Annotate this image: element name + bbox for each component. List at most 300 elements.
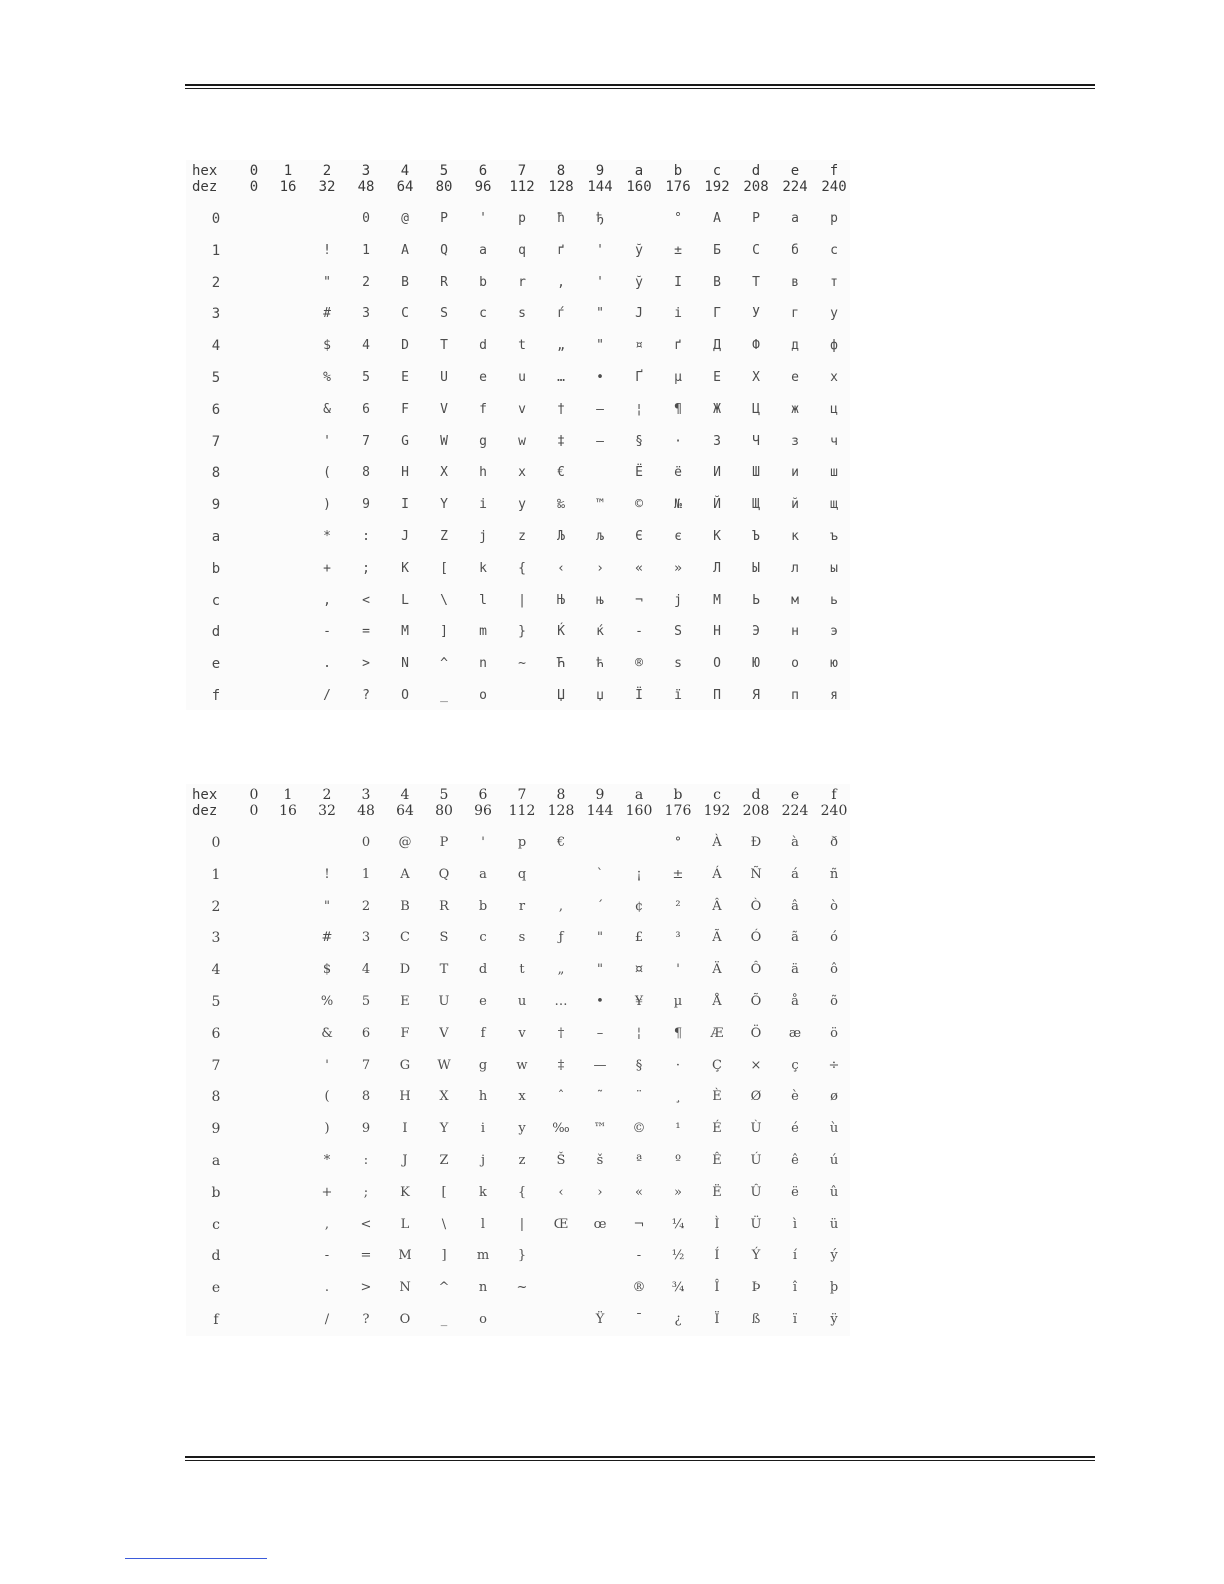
dec-header: 208 bbox=[742, 803, 770, 819]
glyph-cell: 2 bbox=[362, 274, 370, 290]
glyph-cell: ¤ bbox=[635, 338, 643, 354]
glyph-cell: F bbox=[400, 1025, 410, 1041]
row-label: 4 bbox=[211, 962, 221, 979]
glyph-cell: Ѕ bbox=[674, 624, 682, 640]
glyph-cell: § bbox=[635, 433, 643, 449]
glyph-cell: Q bbox=[438, 866, 450, 882]
glyph-cell: ' bbox=[325, 1057, 329, 1073]
glyph-cell: ¦ bbox=[635, 401, 643, 417]
dec-header: 16 bbox=[279, 803, 297, 819]
hex-header: e bbox=[790, 787, 800, 803]
glyph-cell: • bbox=[596, 994, 604, 1009]
hex-label: hex bbox=[192, 163, 218, 179]
glyph-cell: Ÿ bbox=[595, 1312, 605, 1327]
glyph-cell: ; bbox=[363, 1184, 369, 1200]
glyph-cell: H bbox=[399, 1089, 411, 1105]
hex-header: b bbox=[673, 163, 683, 179]
glyph-cell: g bbox=[478, 1057, 488, 1073]
glyph-cell: Ø bbox=[750, 1089, 762, 1105]
glyph-cell: б bbox=[791, 242, 799, 258]
dec-header: 112 bbox=[509, 179, 535, 195]
glyph-cell: y bbox=[518, 1121, 526, 1137]
glyph-cell: ' bbox=[481, 835, 485, 850]
glyph-cell: З bbox=[713, 433, 721, 449]
glyph-cell: - bbox=[636, 1248, 642, 1264]
glyph-cell: ´ bbox=[596, 898, 604, 914]
glyph-cell: í bbox=[792, 1248, 798, 1264]
glyph-cell: € bbox=[557, 465, 565, 481]
row-label: e bbox=[211, 1280, 221, 1297]
glyph-cell: Ý bbox=[751, 1248, 761, 1264]
glyph-cell: u bbox=[518, 370, 526, 385]
glyph-cell: я bbox=[830, 688, 838, 703]
glyph-cell: z bbox=[518, 1153, 526, 1168]
glyph-cell: \ bbox=[440, 592, 448, 608]
glyph-cell: 0 bbox=[361, 835, 371, 850]
glyph-cell: Æ bbox=[710, 1025, 724, 1041]
dec-header: 176 bbox=[664, 803, 692, 819]
glyph-cell: Å bbox=[712, 994, 722, 1009]
glyph-cell: o bbox=[479, 688, 487, 703]
glyph-cell: К bbox=[713, 529, 721, 544]
glyph-cell: ] bbox=[441, 1248, 447, 1264]
glyph-cell: R bbox=[440, 274, 448, 290]
dec-header: 0 bbox=[249, 179, 259, 195]
glyph-cell: Ð bbox=[750, 835, 762, 850]
glyph-cell: Ó bbox=[750, 930, 762, 946]
glyph-cell: S bbox=[439, 930, 449, 946]
glyph-cell: Ü bbox=[750, 1216, 762, 1232]
glyph-cell: Ч bbox=[752, 433, 760, 449]
glyph-cell: U bbox=[438, 994, 450, 1009]
glyph-cell: ¾ bbox=[671, 1280, 685, 1296]
glyph-cell: – bbox=[596, 401, 604, 417]
hex-header: c bbox=[713, 787, 721, 803]
glyph-cell: â bbox=[791, 898, 799, 914]
glyph-cell: [ bbox=[441, 1184, 447, 1200]
glyph-cell: @ bbox=[401, 211, 409, 226]
dec-header: 160 bbox=[626, 179, 652, 195]
glyph-cell: ¶ bbox=[674, 401, 682, 417]
glyph-cell: з bbox=[791, 433, 799, 449]
glyph-cell: † bbox=[557, 401, 565, 417]
glyph-cell: к bbox=[791, 529, 799, 544]
glyph-cell: Í bbox=[714, 1248, 720, 1264]
glyph-cell: n bbox=[478, 1280, 488, 1296]
glyph-cell: B bbox=[400, 898, 410, 914]
glyph-cell: E bbox=[401, 370, 409, 385]
glyph-cell: • bbox=[596, 370, 604, 385]
dec-header: 16 bbox=[279, 179, 297, 195]
glyph-cell: ® bbox=[632, 1280, 646, 1296]
glyph-cell: 9 bbox=[361, 1121, 371, 1137]
glyph-cell: a bbox=[479, 866, 487, 882]
glyph-cell: r bbox=[518, 274, 526, 290]
hex-header: 2 bbox=[322, 787, 332, 803]
glyph-cell: < bbox=[362, 592, 370, 608]
glyph-cell: f bbox=[479, 401, 487, 417]
glyph-cell: o bbox=[479, 1312, 487, 1327]
glyph-cell: k bbox=[479, 560, 487, 576]
row-label: 1 bbox=[211, 866, 221, 883]
glyph-cell: G bbox=[401, 433, 409, 449]
glyph-cell: A bbox=[401, 242, 409, 258]
glyph-cell: [ bbox=[440, 560, 448, 576]
glyph-cell: $ bbox=[323, 338, 331, 354]
row-label: 7 bbox=[211, 433, 221, 450]
glyph-cell: t bbox=[518, 338, 526, 354]
glyph-cell: , bbox=[557, 274, 565, 290]
glyph-cell: и bbox=[791, 465, 799, 481]
glyph-cell: Ф bbox=[752, 338, 760, 354]
dec-header: 80 bbox=[435, 179, 453, 195]
glyph-cell: Д bbox=[713, 338, 721, 354]
glyph-cell: 1 bbox=[362, 242, 370, 258]
glyph-cell: Ê bbox=[712, 1153, 722, 1168]
glyph-cell: I bbox=[401, 497, 409, 513]
glyph-cell: l bbox=[480, 1216, 486, 1232]
glyph-cell: + bbox=[321, 1184, 333, 1200]
glyph-cell: ô bbox=[830, 962, 838, 978]
glyph-cell: ¥ bbox=[634, 994, 644, 1009]
glyph-cell: î bbox=[792, 1280, 798, 1296]
glyph-cell: Х bbox=[752, 370, 760, 385]
glyph-cell: q bbox=[518, 242, 526, 258]
glyph-cell: l bbox=[479, 592, 487, 608]
glyph-cell: p bbox=[518, 211, 526, 226]
glyph-cell: ° bbox=[674, 211, 682, 226]
glyph-cell: © bbox=[632, 1121, 646, 1137]
glyph-cell: L bbox=[401, 592, 409, 608]
glyph-cell: Њ bbox=[557, 592, 565, 608]
glyph-cell: 3 bbox=[362, 306, 370, 322]
hex-header: e bbox=[790, 163, 800, 179]
glyph-cell: K bbox=[400, 1184, 410, 1200]
glyph-cell: Т bbox=[752, 274, 760, 290]
glyph-cell: µ bbox=[674, 370, 682, 385]
glyph-cell: J bbox=[402, 1153, 408, 1168]
glyph-cell: Q bbox=[440, 242, 448, 258]
glyph-cell: - bbox=[323, 624, 331, 640]
glyph-cell: , bbox=[323, 592, 331, 608]
dec-header: 112 bbox=[508, 803, 536, 819]
glyph-cell: — bbox=[593, 1057, 607, 1073]
glyph-cell: : bbox=[362, 529, 370, 544]
glyph-cell: N bbox=[399, 1280, 411, 1296]
glyph-cell: 8 bbox=[362, 465, 370, 481]
glyph-cell: ) bbox=[324, 1121, 330, 1137]
glyph-cell: 4 bbox=[361, 962, 371, 978]
dec-header: 160 bbox=[625, 803, 653, 819]
glyph-cell: › bbox=[596, 560, 604, 576]
glyph-cell: Є bbox=[635, 529, 643, 544]
glyph-cell: v bbox=[518, 1025, 526, 1041]
glyph-cell: D bbox=[401, 338, 409, 354]
glyph-cell: Й bbox=[713, 497, 721, 513]
glyph-cell: | bbox=[519, 1216, 525, 1232]
glyph-cell: B bbox=[401, 274, 409, 290]
glyph-cell: 6 bbox=[362, 401, 370, 417]
glyph-cell: ' bbox=[596, 242, 604, 258]
glyph-cell: Ц bbox=[752, 401, 760, 417]
row-label: d bbox=[211, 1248, 221, 1265]
glyph-cell: _ bbox=[440, 1312, 448, 1327]
glyph-cell: Ш bbox=[752, 465, 760, 481]
glyph-cell: ~ bbox=[518, 656, 526, 672]
glyph-cell: F bbox=[401, 401, 409, 417]
glyph-cell: – bbox=[596, 1025, 604, 1041]
glyph-cell: ж bbox=[791, 401, 799, 417]
glyph-cell: X bbox=[439, 1089, 449, 1105]
dec-header: 96 bbox=[474, 803, 492, 819]
glyph-cell: e bbox=[479, 370, 487, 385]
hex-header: 2 bbox=[322, 163, 332, 179]
dec-header: 48 bbox=[357, 803, 375, 819]
dec-header: 240 bbox=[821, 179, 847, 195]
glyph-cell: ® bbox=[635, 656, 643, 672]
glyph-cell: Ї bbox=[635, 688, 643, 703]
glyph-cell: º bbox=[674, 1153, 682, 1168]
glyph-cell: ў bbox=[635, 274, 643, 290]
glyph-cell: А bbox=[713, 211, 721, 226]
dec-header: 176 bbox=[665, 179, 691, 195]
glyph-cell: ~ bbox=[516, 1280, 528, 1296]
glyph-cell: - bbox=[635, 624, 643, 640]
glyph-cell: Y bbox=[440, 497, 448, 513]
glyph-cell: у bbox=[830, 306, 838, 322]
glyph-cell: ¸ bbox=[674, 1089, 682, 1105]
hex-header: b bbox=[673, 787, 683, 803]
glyph-cell: Ú bbox=[750, 1153, 762, 1168]
glyph-cell: % bbox=[320, 994, 334, 1009]
glyph-cell: І bbox=[674, 274, 682, 290]
glyph-cell: Щ bbox=[752, 497, 760, 513]
glyph-cell: õ bbox=[830, 994, 838, 1009]
glyph-cell: V bbox=[440, 401, 448, 417]
glyph-cell: Е bbox=[713, 370, 721, 385]
glyph-cell: њ bbox=[596, 592, 604, 608]
glyph-cell: ѓ bbox=[557, 306, 565, 322]
glyph-cell: µ bbox=[673, 994, 683, 1009]
glyph-cell: ² bbox=[675, 898, 681, 914]
glyph-cell: 6 bbox=[361, 1025, 371, 1041]
glyph-cell: ¬ bbox=[633, 1216, 645, 1232]
glyph-cell: ± bbox=[672, 866, 684, 882]
glyph-cell: Õ bbox=[750, 994, 762, 1009]
row-label: 9 bbox=[211, 497, 221, 514]
glyph-cell: т bbox=[830, 274, 838, 290]
dec-header: 64 bbox=[396, 803, 414, 819]
glyph-cell: e bbox=[479, 994, 487, 1009]
glyph-cell: } bbox=[518, 624, 526, 640]
glyph-cell: ò bbox=[830, 898, 838, 914]
glyph-cell: Ґ bbox=[635, 370, 643, 385]
glyph-cell: Н bbox=[713, 624, 721, 640]
glyph-cell: © bbox=[635, 497, 643, 513]
glyph-cell: ю bbox=[830, 656, 838, 672]
glyph-cell: y bbox=[518, 497, 526, 513]
glyph-cell: / bbox=[323, 688, 331, 703]
glyph-cell: ˜ bbox=[596, 1089, 604, 1105]
glyph-cell: ¼ bbox=[671, 1216, 685, 1232]
glyph-cell: r bbox=[518, 898, 526, 914]
glyph-cell: z bbox=[518, 529, 526, 544]
glyph-cell: P bbox=[439, 835, 449, 850]
glyph-cell: ) bbox=[323, 497, 331, 513]
glyph-cell: † bbox=[557, 1025, 565, 1041]
glyph-cell: Ј bbox=[635, 306, 643, 322]
glyph-cell: d bbox=[479, 338, 487, 354]
glyph-cell: a bbox=[479, 242, 487, 258]
glyph-cell: R bbox=[439, 898, 449, 914]
glyph-cell: = bbox=[362, 624, 370, 640]
glyph-cell: p bbox=[517, 835, 527, 850]
glyph-cell: ‹ bbox=[558, 1184, 564, 1200]
glyph-cell: ç bbox=[791, 1057, 799, 1073]
hex-header: f bbox=[831, 787, 837, 803]
glyph-cell: X bbox=[440, 465, 448, 481]
glyph-cell: ÿ bbox=[830, 1312, 838, 1327]
glyph-cell: О bbox=[713, 656, 721, 672]
glyph-cell: ‹ bbox=[557, 560, 565, 576]
row-label: 8 bbox=[211, 1089, 221, 1106]
glyph-cell: Â bbox=[712, 898, 722, 914]
glyph-cell: ƒ bbox=[558, 930, 564, 946]
character-table-latin1 bbox=[186, 784, 850, 1336]
glyph-cell: H bbox=[401, 465, 409, 481]
glyph-cell: ' bbox=[676, 962, 680, 978]
dec-header: 128 bbox=[547, 803, 575, 819]
glyph-cell: c bbox=[479, 930, 487, 946]
glyph-cell: ü bbox=[829, 1216, 839, 1232]
row-label: 4 bbox=[211, 338, 221, 355]
glyph-cell: * bbox=[323, 529, 331, 544]
hex-header: c bbox=[712, 163, 722, 179]
glyph-cell: ё bbox=[674, 465, 682, 481]
glyph-cell: с bbox=[830, 242, 838, 258]
glyph-cell: ф bbox=[830, 338, 838, 354]
glyph-cell: " bbox=[597, 930, 603, 946]
dec-header: 32 bbox=[318, 179, 336, 195]
glyph-cell: ' bbox=[596, 274, 604, 290]
glyph-cell: ñ bbox=[829, 866, 839, 882]
glyph-cell: æ bbox=[788, 1025, 802, 1041]
glyph-cell: 1 bbox=[361, 866, 371, 882]
glyph-cell: " bbox=[597, 962, 603, 978]
glyph-cell: û bbox=[829, 1184, 839, 1200]
hex-header: d bbox=[751, 163, 761, 179]
dec-header: 32 bbox=[318, 803, 336, 819]
glyph-cell: Ï bbox=[714, 1312, 720, 1327]
glyph-cell: ќ bbox=[596, 624, 604, 640]
glyph-cell: 5 bbox=[362, 370, 370, 385]
glyph-cell: d bbox=[478, 962, 488, 978]
glyph-cell: х bbox=[830, 370, 838, 385]
row-label: 2 bbox=[211, 274, 221, 291]
glyph-cell: Z bbox=[439, 1153, 449, 1168]
glyph-cell: — bbox=[596, 433, 604, 449]
glyph-cell: Á bbox=[712, 866, 722, 882]
glyph-cell: Џ bbox=[557, 688, 565, 703]
glyph-cell: И bbox=[713, 465, 721, 481]
glyph-cell: " bbox=[596, 306, 604, 322]
glyph-cell: j bbox=[480, 1153, 486, 1168]
hex-header: d bbox=[751, 787, 761, 803]
glyph-cell: ± bbox=[674, 242, 682, 258]
glyph-cell: # bbox=[321, 930, 333, 946]
glyph-cell: w bbox=[516, 1057, 528, 1073]
glyph-cell: ^ bbox=[440, 656, 448, 672]
glyph-cell: ë bbox=[791, 1184, 799, 1200]
glyph-cell: П bbox=[713, 688, 721, 703]
glyph-cell: ^ bbox=[438, 1280, 450, 1296]
glyph-cell: $ bbox=[322, 962, 332, 978]
glyph-cell: @ bbox=[398, 835, 412, 850]
row-label: b bbox=[211, 1184, 221, 1201]
glyph-cell: M bbox=[398, 1248, 412, 1264]
glyph-cell: s bbox=[518, 306, 526, 322]
row-label: 2 bbox=[211, 898, 221, 915]
hex-header: 9 bbox=[595, 163, 605, 179]
glyph-cell: n bbox=[479, 656, 487, 672]
glyph-cell: ' bbox=[479, 211, 487, 226]
glyph-cell: м bbox=[791, 592, 799, 608]
glyph-cell: 9 bbox=[362, 497, 370, 513]
glyph-cell: | bbox=[518, 592, 526, 608]
glyph-cell: ( bbox=[323, 465, 331, 481]
dec-label: dez bbox=[192, 179, 218, 195]
glyph-cell: c bbox=[479, 306, 487, 322]
glyph-cell: ½ bbox=[671, 1248, 685, 1264]
glyph-cell: ¡ bbox=[636, 866, 642, 882]
glyph-cell: P bbox=[440, 211, 448, 226]
glyph-cell: i bbox=[479, 497, 487, 513]
glyph-cell: ; bbox=[362, 560, 370, 576]
row-label: 8 bbox=[211, 465, 221, 482]
glyph-cell: ¦ bbox=[636, 1025, 642, 1041]
footnote-separator bbox=[125, 1558, 267, 1559]
hex-header: 3 bbox=[361, 787, 371, 803]
glyph-cell: о bbox=[791, 656, 799, 672]
glyph-cell: & bbox=[323, 401, 331, 417]
glyph-cell: 7 bbox=[361, 1057, 371, 1073]
glyph-cell: · bbox=[674, 433, 682, 449]
glyph-cell: 4 bbox=[362, 338, 370, 354]
glyph-cell: Ñ bbox=[750, 866, 762, 882]
glyph-cell: É bbox=[712, 1121, 722, 1137]
glyph-cell: 5 bbox=[361, 994, 371, 1009]
glyph-cell: ] bbox=[440, 624, 448, 640]
glyph-cell: ы bbox=[830, 560, 838, 576]
glyph-cell: ? bbox=[362, 1312, 370, 1327]
glyph-cell: N bbox=[401, 656, 409, 672]
glyph-cell: w bbox=[518, 433, 526, 449]
dec-header: 224 bbox=[782, 179, 808, 195]
row-label: f bbox=[213, 1312, 219, 1328]
hex-header: 6 bbox=[478, 163, 488, 179]
glyph-cell: i bbox=[480, 1121, 486, 1137]
glyph-cell: Ä bbox=[712, 962, 722, 978]
glyph-cell: 7 bbox=[362, 433, 370, 449]
glyph-cell: O bbox=[401, 688, 409, 703]
hex-header: 6 bbox=[478, 787, 488, 803]
glyph-cell: ‰ bbox=[557, 497, 565, 513]
glyph-cell: » bbox=[674, 560, 682, 576]
glyph-cell: є bbox=[674, 529, 682, 544]
glyph-cell: Œ bbox=[553, 1216, 569, 1232]
glyph-cell: h bbox=[478, 1089, 488, 1105]
hex-header: 8 bbox=[556, 163, 566, 179]
